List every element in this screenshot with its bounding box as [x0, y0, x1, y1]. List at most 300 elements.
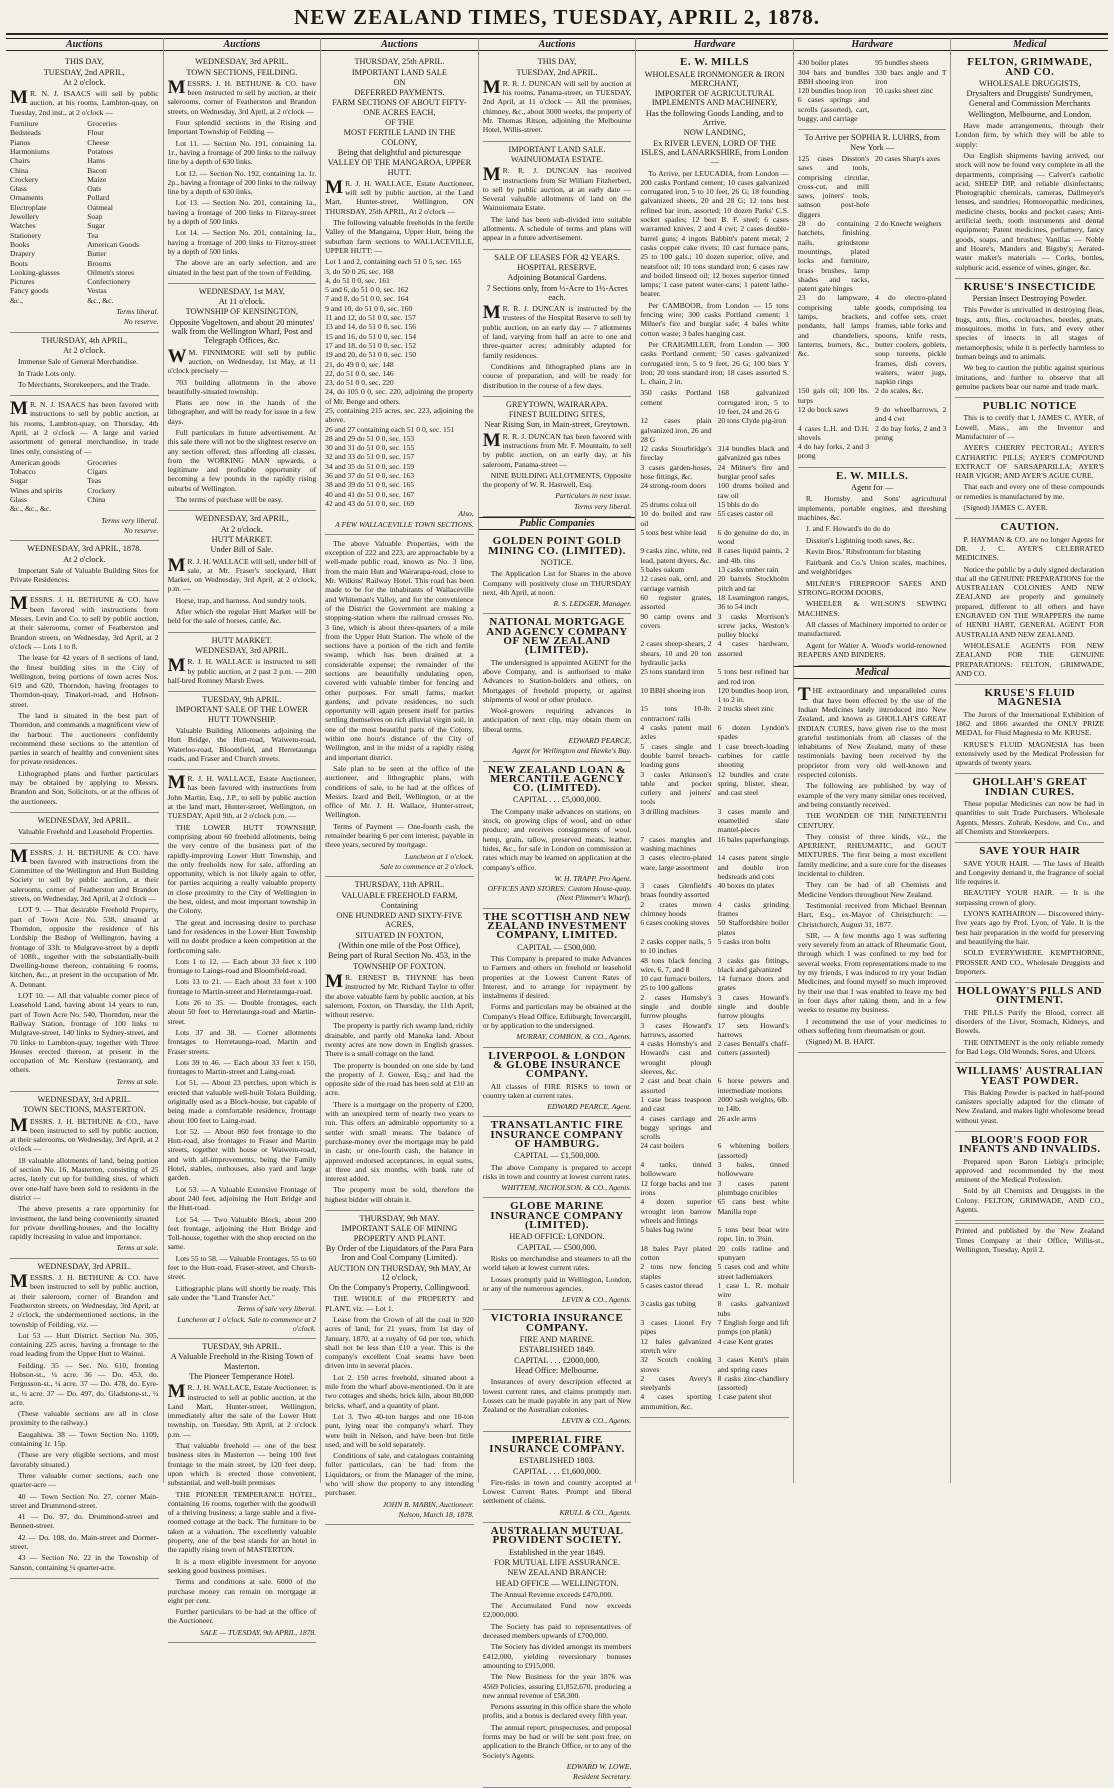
advertisement-heading: Drysalters and Druggists' Sundrymen, [966, 89, 1093, 99]
advertisement [955, 685, 1104, 774]
advertisement-heading: Near Rising Sun, in Main-street, Greytown. [484, 420, 630, 430]
advertisement [483, 614, 632, 761]
goods-list-item: Furniture [10, 119, 39, 129]
advertisement-heading: TUESDAY, 9th APRIL. [202, 1342, 282, 1352]
goods-list-item: 40 boxes tin plates [717, 881, 775, 891]
advertisement-paragraph [955, 413, 1104, 441]
column-7 [951, 38, 1108, 1483]
goods-list-item: Soap [87, 212, 103, 222]
goods-list-item: Bacon [87, 165, 107, 175]
advertisement-heading: WEDNESDAY, 3rd APRIL. [37, 1261, 132, 1271]
goods-list-item: 4 do electro-plated goods, comprising tea and coffee sets, cruet frames, table forks and spoons, knife rests, butter coolers, goblets, soup tureens, pickle frames, dish covers, waiters, water jugs, napkin rings [875, 293, 947, 387]
advertisement-heading: TUESDAY, 2nd APRIL, [43, 67, 125, 77]
goods-list-item: 125 cases Disston's saws and tools, comprising circular, cross-cut, and mill saws, joiners' tools, samson post-hole diggers [797, 153, 870, 219]
goods-list-item: Electroplate [10, 202, 47, 212]
advertisement-signoff: Terms very liberal. [101, 515, 159, 525]
goods-list-item: Vestas [87, 286, 107, 296]
goods-list-item: Sugar [10, 476, 28, 486]
paragraph-text: (These are very eligible sections, and most favorably situated.) [10, 1450, 159, 1469]
goods-list-item: 10 casks sheet zinc [875, 86, 934, 96]
advertisement-heading: Being part of Rural Section No. 453, in the [328, 951, 471, 961]
paragraph-text: Per CRAIGMILLER, from London — 300 casks Portland cement; 50 cases galvanized corrugated iron, 5 to 9 feet, 26 G; 100 bars Y iron; 20 tons standard iron; 18 cases assorted S. L. chain, 2 in. [640, 339, 789, 387]
goods-list-item: Crockery [10, 174, 39, 184]
section-heading: Public Companies [479, 517, 636, 530]
lot-line: 4, do 51 0 0, sec. 161 [325, 275, 390, 285]
paragraph-text: The Society has divided amongst its members £412,000, yielding reversionary bonuses amounting to £915,000. [482, 1642, 632, 1670]
advertisement-paragraph [955, 503, 1104, 512]
paragraph-text: Per CAMBOOR, from London — 15 tons fencing wire; 300 casks Portland cement; 1 Milner's fire and burglar safe; 4 bales white cotton waste; 3 bales hanging cast. [640, 300, 789, 338]
advertisement [798, 468, 947, 666]
paragraph-text: SOLD EVERYWHERE. KEMPTHORNE, PROSSER AND CO., Wholesale Druggists and Importers. [955, 948, 1105, 976]
paragraph-text: The New Business for the year 1876 was 4569 Policies, assuring £1,852,670, producing a new annual revenue of £58,300. [482, 1672, 632, 1700]
advertisement-paragraph [483, 215, 632, 243]
advertisement-paragraph [955, 1186, 1104, 1214]
advertisement-heading: HUTT MARKET. [211, 635, 273, 645]
advertisement [955, 843, 1104, 983]
goods-list-item: Cheese [87, 137, 110, 147]
advertisement-signoff: A FEW WALLACEVILLE TOWN SECTIONS. [335, 519, 474, 529]
advertisement-paragraph [798, 811, 947, 830]
paragraph-text: Valuable Freehold and Leasehold Properties. [18, 827, 155, 837]
advertisement-signoff: EDWARD W. LOWE, [566, 1761, 632, 1771]
advertisement-signoff: W. H. TRAPP, Pro Agent. [554, 873, 632, 883]
goods-list-item: 430 boiler plates [797, 58, 849, 68]
advertisement-paragraph [167, 345, 317, 376]
drop-cap-letter: M [167, 76, 186, 98]
advertisement-title: GOLDEN POINT GOLD MINING CO. (LIMITED). [488, 535, 626, 557]
lot-line: 11 and 12, do 51 0 0, sec. 157 [325, 313, 416, 323]
goods-list-item: 2 do scales, &c. [875, 386, 924, 396]
advertisement-heading: NOW LANDING, [683, 128, 746, 138]
goods-list-item: 3 casks gas tubing [640, 1299, 696, 1309]
lot-line: 25, containing 215 acres, sec. 223, adjoining the above. [325, 405, 474, 425]
paragraph-text: Lot 14. — Section No. 201, containing 1a., having a frontage of 200 links to Fitzroy-street by a depth of 500 links. [167, 228, 317, 256]
advertisement-heading: DEFERRED PAYMENTS. [354, 88, 445, 98]
goods-list-item: 2000 sash weights, 6lb. to 14lb. [717, 1094, 789, 1114]
advertisement-paragraph [10, 595, 159, 651]
goods-list-item: 3 drilling machines [640, 806, 699, 816]
advertisement-title: VICTORIA INSURANCE COMPANY. [490, 1312, 624, 1334]
goods-list-item: 1 case patent shot [717, 1392, 772, 1402]
goods-list-item: 1 case L. R. mohair wire [717, 1280, 789, 1300]
lot-line: 23, do 51 0 0, sec. 220 [325, 378, 394, 388]
goods-list-item: &c., &c., &c. [10, 504, 52, 514]
goods-list-item: &c., &c. [87, 295, 114, 305]
paragraph-text: ESSRS. J. H. BETHUNE & CO. have been instructed to sell by auction, at their salerooms, corner of Featherston and Brandon streets, on Wednesday, 3rd April, at 2 o'clock — [167, 78, 317, 116]
paragraph-text: I recommend the use of your medicines to others suffering from rheumatism or gout. [797, 1016, 947, 1035]
advertisement-heading: At 2 o'clock. [63, 554, 106, 564]
paragraph-text: The terms of purchase will be easy. [175, 495, 283, 505]
advertisement-paragraph [168, 918, 317, 955]
advertisement-heading: (Within one mile of the Post Office), [338, 941, 461, 951]
goods-list-item: Tea [87, 230, 99, 240]
paragraph-text: 42 — Do. 108, do. Main-street and Dormer-street. [10, 1532, 159, 1552]
advertisement-paragraph [955, 535, 1104, 563]
paragraph-text: This Company is prepared to make Advances to Farmers and others on freehold or leasehold properties at the Lowest Current Rates of Interest, and to arrange for repayment by instalments if desired. [482, 953, 632, 1001]
advertisement-paragraph [798, 931, 947, 1015]
advertisement-title: TRANSATLANTIC FIRE INSURANCE COMPANY OF HAMBURG. [490, 1119, 624, 1150]
advertisement-signoff: MURRAY, COMBON, & CO., Agents. [516, 1032, 632, 1042]
advertisement-title: AUSTRALIAN MUTUAL PROVIDENT SOCIETY. [490, 1525, 624, 1547]
lot-line: 38 and 39 do 51 0 0, sec. 165 [325, 480, 415, 490]
paragraph-text: AYER'S CHERRY PECTORAL; AYER'S CATHARTIC PILLS; AYER'S COMPOUND EXTRACT OF SARSAPARILLA; AYER'S HAIR VIGOR; AND AYER'S AGUE CURE. [955, 443, 1105, 481]
goods-list-item: 4 casks grinding frames [717, 899, 789, 919]
goods-list-item: 3 casks Atkinson's table and pocket cutlery and joiners' tools [640, 769, 712, 807]
advertisement-heading: CAPITAL . . . £1,600,000. [513, 1466, 602, 1476]
lot-line: 15 and 16, do 51 0 0, sec. 154 [325, 331, 417, 341]
advertisement-heading: On the Company's Property, Collingwood. [328, 1283, 470, 1293]
paragraph-text: Eaugahiwa. 38 — Town Section No. 1109, containing 1r. 15p. [10, 1429, 159, 1449]
advertisement-paragraph [10, 1273, 159, 1329]
goods-list-item: 4 cases L.H. and D.H. shovels [797, 423, 870, 442]
advertisement-paragraph [10, 1156, 159, 1202]
masthead [6, 5, 1108, 35]
paragraph-text: Lot 53. — A Valuable Extensive Frontage of about 240 feet, adjoining the Hutt Bridge and the Hutt-road. [167, 1184, 317, 1213]
paragraph-text: THE PILLS Purify the Blood, correct all disorders of the Liver, Stomach, Kidneys, and Bowels. [955, 1007, 1105, 1036]
paragraph-text: (These valuable sections are all in close proximity to the railway.) [10, 1409, 159, 1428]
paragraph-text: 40 — Town Section No. 27, corner Main-street and Drummond-street. [10, 1491, 159, 1510]
advertisement-paragraph [325, 1185, 474, 1204]
goods-list-item: Pollard [87, 193, 110, 203]
advertisement-paragraph [168, 1185, 317, 1213]
paragraph-text: There is a mortgage on the property of £200, with an unexpired term of nearly two years to run. This offers an admirable opportunity to a settler with small means. The balance of purchase-money over the mortgage may be paid in cash; or one-fourth cash, the balance in approved endorsed acceptances, in equal sums, at three and six months, with bank rate of interest added. [325, 1099, 474, 1184]
advertisement-paragraph [325, 218, 474, 255]
lot-line: 26 and 27 containing each 51 0 0, sec. 151 [325, 424, 455, 434]
advertisement-paragraph [168, 1490, 317, 1555]
goods-list [798, 154, 947, 461]
goods-list-item: 16 bales paperhangings [717, 834, 789, 844]
paragraph-text: (Signed) M. B. HART. [805, 1037, 875, 1047]
drop-cap-letter: M [167, 772, 186, 794]
advertisement-paragraph [955, 121, 1104, 149]
advertisement-heading: Ex RIVER LEVEN, LORD OF THE ISLES, and LANARKSHIRE, from London — [641, 138, 789, 167]
goods-list-item: 18 bales Payr plated cotton [640, 1243, 712, 1262]
goods-list-item: 5 tons best white lead [640, 527, 707, 537]
advertisement-heading: Established in the year 1849. [508, 1547, 606, 1557]
paragraph-text: WHOLESALE AGENTS FOR NEW ZEALAND FOR THE GENUINE PREPARATIONS: FELTON, GRIMWADE, AND CO. [955, 640, 1105, 678]
advertisement-title: SAVE YOUR HAIR [979, 845, 1081, 858]
goods-list-item: 2 cast and boat chain assorted [640, 1076, 712, 1095]
advertisement-paragraph [168, 1028, 317, 1056]
paragraph-text: Lots 13 to 21. — Each about 33 feet x 100 frontage to Martin-street and Herretaunga-road. [167, 977, 317, 996]
goods-list-item: 120 bundles hoop iron, 1 to 2 in. [717, 685, 789, 705]
goods-list-item: 20 tons Clyde pig-iron [717, 416, 787, 426]
paragraph-text: Losses promptly paid in Wellington, London, or any of the numerous agencies. [482, 1274, 632, 1293]
paragraph-text: All classes of FIRE RISKS to town or country taken at current rates. [482, 1081, 632, 1100]
advertisement-heading: NEW ZEALAND BRANCH: [507, 1568, 607, 1578]
goods-list-item: 5 bales oakum [640, 565, 685, 575]
paragraph-text: Further particulars to be had at the office of the Auctioneer. [167, 1607, 317, 1626]
paragraph-text: The property must be sold, therefore the highest bidder will obtain it. [325, 1185, 474, 1204]
advertisement [168, 511, 317, 632]
advertisement-paragraph [168, 607, 317, 626]
goods-list-item: Groceries [87, 119, 117, 129]
advertisement-paragraph [168, 726, 317, 763]
goods-list-item: 5 cases single and double barrel breach-loading guns [640, 741, 712, 770]
drop-cap-letter: M [167, 655, 186, 677]
advertisement-paragraph [168, 1284, 317, 1303]
drop-cap-letter: M [10, 398, 28, 420]
advertisement-heading: TOWNSHIP OF KENSINGTON, [185, 307, 299, 317]
goods-list-item: 14 furnace doors and grates [717, 974, 789, 993]
paragraph-text: Disston's Lightning tooth saws, &c. [805, 535, 915, 545]
paragraph-text: Lot 53 — Hutt District. Section No. 305, containing 225 acres, having a frontage to the road leading from the Upper Hutt to Wainui. [10, 1330, 159, 1359]
advertisement-heading: HUTT MARKET. [211, 534, 273, 544]
paragraph-text: Lot 2. 150 acres freehold, situated about a mile from the wharf above-mentioned. On it are two cottages and sheds, brick kiln, about 80,000 bricks, wharf, and a quantity of plant. [325, 1372, 474, 1410]
advertisement-heading: TUESDAY, 9th APRIL. [202, 695, 282, 705]
paragraph-text: Lot 51. — About 23 perches, upon which is erected that valuable well-built Tolara Building, originally used as a Block-house, but capable of being made a comfortable residence, frontage about 100 feet to Laing-road. [167, 1078, 317, 1125]
advertisement-heading: THURSDAY, 11th APRIL. [354, 880, 445, 890]
advertisement-paragraph [10, 1450, 159, 1469]
paragraph-text: THE PIONEER TEMPERANCE HOTEL, containing 16 rooms, together with the goodwill of a thriving business; a large stable and a five-roomed cottage at the back. The furniture to be taken at a valuation. The excellently valuable property, one of the best stands for an hotel in the rapidly rising town of MASTERTON. [167, 1489, 317, 1555]
goods-list-item: 12 bales galvanized stretch wire [640, 1336, 712, 1355]
paragraph-text: The Accumulated Fund now exceeds £2,000,000. [482, 1601, 632, 1620]
paragraph-text: Lot 54. — Two Valuable Block, about 200 feet frontage, adjoining the Hutt Bridge and Toll-house, together with the shop erected on the same. [167, 1214, 317, 1252]
goods-list-item: 6 dozen Lyndon's spades [717, 723, 789, 742]
goods-list-item: Stationery [10, 230, 42, 240]
paragraph-text: The above Company is prepared to accept risks in town and country at lowest current rates. [482, 1162, 632, 1181]
paragraph-text: The above Valuable Properties, with the exception of 222 and 223, are approachable by a well-made public road, known as No. 3 line, from the main Hutt and Wairarapa-road, close to Mr. Wilkins' Railway Hotel. This road has been made to be for the inhabitants of Wallaceville and Whiteman's Valley, and for the convenience of the District the Government are making a stopping-station where the railroad crosses No. 3 line, which is about three-quarters of a mile from the Upper Hutt Station. The whole of the sections have a portion of the rich and fertile swamp, which has been drained at a considerable expense; the remainder of the sections are beautifully undulating open, covered with valuable timber for fencing and other purposes. For small farms, market gardens, and private residences, no such opportunity will again present itself for parties settling themselves on rich alluvial virgin soil, in one of the most beautiful parts of the Colony, within one hour's distance of the City of Wellington, and in the midst of a rapidly rising and important district. [325, 538, 474, 762]
column-4 [479, 38, 637, 1782]
advertisement-paragraph [955, 443, 1104, 480]
advertisement-paragraph [168, 1058, 317, 1077]
advertisement-paragraph [168, 118, 317, 137]
goods-list-item: Looking-glasses [10, 267, 60, 277]
advertisement [168, 770, 317, 1339]
lot-line: 17 and 18, do 51 0 0, sec. 152 [325, 340, 417, 350]
advertisement [955, 279, 1104, 398]
advertisement-paragraph [168, 1383, 317, 1439]
paragraph-text: R. N. J. ISAACS will sell by public auction, at his rooms, Lambton-quay, on Tuesday, 2nd inst., at 2 o'clock — [10, 89, 159, 117]
paragraph-text: Sale plan to be seen at the office of the auctioneer, and lithographic plans, with conditions of sale, to be had at the offices of Messrs. Izard and Bell, Wellington, or at the office of Mr. J. H. Wallace, Hunter-street, Wellington. [325, 763, 474, 820]
advertisement-paragraph [798, 832, 947, 878]
drop-cap-letter: M [482, 164, 501, 186]
advertisement [168, 54, 317, 284]
advertisement-paragraph [168, 998, 317, 1026]
paragraph-text: P. HAYMAN & CO. are no longer Agents for DR. J. C. AYER'S CELEBRATED MEDICINES. [955, 534, 1105, 563]
paragraph-text: NINE BUILDING ALLOTMENTS, Opposite the property of W. R. Hastwell, Esq. [482, 470, 632, 490]
advertisement-paragraph [955, 888, 1104, 907]
goods-list-item: 3 cases Lionel Fry pipes [640, 1318, 712, 1337]
goods-list-item: China [10, 165, 29, 175]
advertisement-signoff: Resident Secretary. [572, 1772, 632, 1782]
advertisement-paragraph [798, 901, 947, 929]
advertisement-heading: Head Office: Melbourne. [515, 1365, 599, 1375]
advertisement-paragraph [955, 1038, 1104, 1057]
column-2 [164, 38, 322, 1637]
goods-list-item: 12 cases oak, ornl, and carriage varnish [640, 574, 712, 593]
paragraph-text: ESSRS. J. H. BETHUNE & CO. have been favored with instructions from Messrs. Levin and Co. to sell by public auction, at their salerooms, corner of Featherston and Brandon streets, on Wednesday, 3rd April, at 2 o'clock — Lots 1 to 8. [10, 595, 159, 651]
goods-list-item: 3 casks Morrison's screw jacks, Weston's pulley blocks [717, 611, 789, 640]
paragraph-text: The above are an early selection, and are situated in the best part of the town of Feilding. [167, 258, 317, 277]
lot-line: 7 and 8, do 51 0 0, sec. 164 [325, 294, 409, 304]
paragraph-text: This Powder is unrivalled in destroying fleas, bugs, ants, flies, cockroaches, beetles, gnats, mosquitoes, moths in furs, and every other species of insects in all stages of metamorphosis; while it is perfectly harmless to human beings and to animals. [955, 305, 1105, 361]
advertisement-paragraph [10, 905, 159, 989]
goods-list-item: 18 Leamington ranges, 36 to 54 inch [717, 592, 789, 612]
goods-list-item: 20 barrels Stockholm pitch and tar [717, 574, 789, 593]
goods-list-item: 5 bales bag twine [640, 1225, 694, 1235]
advertisement-heading: WEDNESDAY, 3rd APRIL, 1878. [27, 544, 142, 554]
paragraph-text: Agent for Walter A. Wood's world-renowned REAPERS AND BINDERS. [797, 640, 947, 659]
goods-list-item: 4 dozen superior wrought iron barrow wheels and fittings [640, 1197, 712, 1225]
goods-list-item: 304 bars and bundles BBH shoeing iron [797, 67, 870, 86]
advertisement-heading: FIRE AND MARINE. [519, 1335, 595, 1345]
advertisement-paragraph [325, 1061, 474, 1098]
advertisement-heading: At 2 o'clock. [63, 77, 106, 87]
advertisement [483, 1117, 632, 1198]
paragraph-text: Lot 3. Two 40-ton barges and one 10-ton punt, lying near the company's wharf. They were built in Nelson, and have been but little used, and will be sold separately. [325, 1411, 474, 1449]
advertisement-paragraph [955, 565, 1104, 639]
advertisement-paragraph [10, 89, 159, 117]
column-section-heading: Hardware [794, 38, 951, 51]
advertisement [798, 682, 947, 1053]
goods-list-item: Tobacco [10, 467, 36, 477]
paragraph-text: After which the regular Hutt Market will be held for the sale of horses, cattle, &c. [167, 607, 317, 626]
paragraph-text: THE OINTMENT is the only reliable remedy for Bad Legs, Old Wounds, Sores, and Ulcers. [955, 1037, 1105, 1056]
advertisement-paragraph [483, 569, 632, 597]
goods-list-item: Teas [87, 476, 102, 486]
advertisement-signoff: JOHN R. MABIN, Auctioneer. [382, 1499, 474, 1509]
paragraph-text: ESSRS. J. H. BETHUNE & CO. have been instructed to sell by public auction, at their saleroom, corner of Brandon and Featherston streets, on Wednesday, 3rd April, at 2 o'clock, the undermentioned sections, in the township of Feilding, viz. — [10, 1273, 159, 1329]
paragraph-text: Terms and conditions at sale. 6000 of the purchase money can remain on mortgage at eight per cent. [167, 1577, 317, 1605]
paragraph-text: Forms and particulars may be obtained at the Company's Head Office, Ediiburgh; Invercargill, or by application to the undersigned. [482, 1002, 632, 1031]
advertisement-paragraph [483, 954, 632, 1000]
advertisement [483, 1310, 632, 1431]
goods-list-item: Boots [10, 258, 28, 268]
paragraph-text: Our English shipments having arrived, our stock will now be found very complete in all the departments, comprising — Calvert's carbolic acid, SHEEP DIP, and reliable disinfectants; Photographic chemicals, cameras, Dallmeyer's lenses, and sundries; Homoeopathic medicines, medicine chests, books and pocket cases; Anti-artificial teeth, tooth instruments and dental equipment; Patent medicines, perfumery, fancy goods, soaps, and brushes; Vanillas — Noble and Hoare's, Manders and Bigsby's; Aerated-water maker's materials — Corks, bottles, sulphuric acid, essence of wines, ginger, &c. [955, 150, 1105, 272]
lot-line: 40 and 41 do 51 0 0, sec. 167 [325, 489, 415, 499]
goods-list-item: 24 cast boilers [640, 1141, 685, 1151]
advertisement-heading: NOTICE. [540, 557, 574, 567]
paragraph-text: The Annual Revenue exceeds £470,000. [490, 1589, 614, 1599]
advertisement-title: NATIONAL MORTGAGE AND AGENCY COMPANY OF NEW ZEALAND (LIMITED). [486, 616, 628, 657]
goods-list-item: 17 sets Howard's harrows [717, 1020, 789, 1039]
goods-list-item: 95 bundles sheets [875, 58, 929, 68]
advertisement-paragraph [483, 1082, 632, 1101]
advertisement-heading: ESTABLISHED 1849. [519, 1345, 595, 1355]
advertisement-paragraph [10, 400, 159, 456]
advertisement-heading: HOSPITAL RESERVE. [517, 262, 597, 272]
advertisement-paragraph [325, 539, 474, 762]
paragraph-text: The land is situated in the best part of Thorndon, and commands a magnificent view of the harbour. The auctioneers confidently recommend these sections to the attention of parties in search of healthy and convenient sites for private residences. [10, 711, 159, 767]
advertisement-paragraph [955, 1088, 1104, 1125]
goods-list-item: Cigars [87, 467, 108, 477]
goods-list-item: 4 casks patent mail axles [640, 723, 712, 742]
advertisement-title: NEW ZEALAND LOAN & MERCANTILE AGENCY CO. (LIMITED). [487, 763, 627, 795]
paragraph-text: BEAUTIFY YOUR HAIR. — It is the surpassing crown of glory. [955, 888, 1105, 907]
goods-list-item: &c., [10, 295, 24, 305]
advertisement [955, 54, 1104, 279]
advertisement-paragraph [168, 198, 317, 226]
advertisement-paragraph [482, 76, 632, 135]
column-section-heading: Medical [951, 38, 1108, 51]
goods-list-item: Maize [87, 174, 107, 184]
advertisement-paragraph [798, 620, 947, 639]
goods-list-item: Sugar [87, 221, 105, 231]
goods-list-item: 330 bars angle and T iron [875, 67, 947, 86]
advertisement [168, 284, 317, 512]
goods-list-item: Books [10, 239, 30, 249]
paragraph-text: THE WONDER OF THE NINETEENTH CENTURY. [797, 811, 947, 830]
goods-list-item: 20 coils ratline and spunyarn [717, 1243, 789, 1262]
footer-divider [955, 1223, 1104, 1224]
advertisement-paragraph [640, 169, 789, 299]
column-section-heading: Auctions [164, 38, 321, 51]
drop-cap-letter: M [10, 845, 28, 867]
advertisement-paragraph [483, 1702, 632, 1721]
goods-list [640, 388, 789, 1411]
advertisement-paragraph [483, 362, 632, 390]
paragraph-text: R. R. J. DUNCAN has been favored with instructions from Mr. F. Mountain, to sell by public auction, on an early day, at his saleroom, Panama-street — [482, 431, 632, 469]
goods-list-item: 13 casks umber rain [717, 565, 779, 575]
goods-list-item: 3 cases electro-plated ware, large assortment [640, 853, 712, 872]
advertisement-paragraph [325, 1294, 474, 1313]
goods-list-item: Glass [10, 495, 27, 505]
paragraph-text: They can be had of all Chemists and Medicine Vendors throughout New Zealand. [797, 880, 947, 899]
advertisement-heading: IMPORTANT SALE OF THE LOWER HUTT TOWNSHIP. [175, 705, 308, 724]
goods-list-item: 25 tons standard iron [640, 667, 705, 677]
paragraph-text: The property is bounded on one side by land the property of J. Gower, Esq.; and had the opposite side of the road has been sold at £10 an acre. [325, 1060, 474, 1098]
advertisement-heading: CAPITAL — £1,500,000. [514, 1151, 600, 1161]
advertisement-signoff: Terms liberal. [116, 307, 159, 317]
paragraph-text: Notice the public by a duly signed declaration that all the GENUINE PREPARATIONS for the AUSTRALIAN COLONIES AND NEW ZEALAND are properly and genuinely prepared, different to all others and have ENGRAVED ON THE WRAPPERS the name of HENRI HART, GENERAL AGENT FOR AUSTRALIA AND NEW ZEALAND. [955, 564, 1105, 639]
advertisement-signoff: Luncheon at 1 o'clock. Sale to commence at 2 o'clock. [177, 1314, 317, 1333]
paragraph-text: The Society has paid to representatives of deceased members upwards of £700,000. [482, 1621, 632, 1641]
advertisement-heading: Persian Insect Destroying Powder. [972, 294, 1087, 304]
goods-list-item: 12 casks Stourbridge's fireclay [640, 444, 712, 463]
goods-list-item: 12 bundles and crate spring, blister, shear, and cast steel [717, 769, 789, 798]
goods-list-item: 2 do hay forks, 2 and 3 prong [875, 423, 947, 442]
paragraph-text: Risks on merchandise and steamers to all the world taken at lowest current rates. [482, 1253, 632, 1273]
paragraph-text: Four splendid sections in the Rising and Important Township of Feilding — [167, 118, 317, 137]
paragraph-text: Plans are now in the hands of the lithographer, and will be ready for issue in a few days. [167, 398, 317, 426]
paragraph-text: HE extraordinary and unparalleled cures that have been effected by the use of the Indian Medicines lately introduced into New Zealand, and known as GHOLLAH'S GREAT INDIAN CURES, have given rise to the most grateful testimonials from all classes of the inhabitants of New Zealand, many of these testimonials having been received by the proprietor from very old well-known and respected colonists. [797, 686, 947, 780]
goods-list-item: 1 case brass teaspoon and cast [640, 1094, 712, 1114]
paragraph-text: Kevin Bros.' Ribsfrontum for blasting [805, 546, 921, 556]
advertisement [325, 1211, 474, 1525]
advertisement-paragraph [325, 822, 474, 850]
advertisement [483, 1198, 632, 1310]
paragraph-text: R. R. J. DUNCAN has received instructions from Sir William Fitzherbert, to sell by public auction, at an early date — Several valuable allotments of land on the Wainuiomata Estate. [482, 166, 632, 213]
paragraph-text: LYON'S KATHAIRON — Discovered thirty-five years ago by Prof. Lyon, of Yale. It is the best hair preparation in the world for preserving and beautifying the hair. [955, 909, 1105, 946]
goods-list-item: 10 do boiled and raw oil [640, 509, 712, 528]
advertisement [10, 591, 159, 813]
goods-list-item: 23 do lampware, comprising table lamps, brackets, pendants, hall lamps and chandeliers, lanterns, burners, &c., &c. [797, 293, 870, 359]
advertisement-paragraph [168, 657, 317, 685]
advertisement-paragraph [325, 1100, 474, 1184]
advertisement [325, 535, 474, 877]
advertisement-paragraph [10, 845, 159, 904]
goods-list-item: Ornaments [10, 193, 44, 203]
advertisement-heading: TOWN SECTIONS, FEILDING. [186, 67, 298, 77]
advertisement-paragraph [798, 641, 947, 660]
lot-line: 13 and 14, do 51 0 0, sec. 156 [325, 322, 417, 332]
advertisement-heading: Being that delightful and picturesque [337, 147, 461, 157]
advertisement-signoff: Luncheon at 1 o'clock. [405, 851, 474, 861]
advertisement-heading: WEDNESDAY, 3rd APRIL, [195, 514, 289, 524]
paragraph-text: That each and every one of these compounds or remedies is manufactured by me. [955, 482, 1105, 501]
goods-list-item: 8 casks zinc-chandlery (assorted) [717, 1373, 789, 1393]
column-section-heading: Auctions [321, 38, 478, 51]
goods-list-item: 2 cases Bentall's chaff-cutters (assorted) [717, 1039, 789, 1058]
advertisement-paragraph [325, 764, 474, 820]
advertisement-title: LIVERPOOL & LONDON & GLOBE INSURANCE COMPANY. [488, 1049, 626, 1081]
advertisement-signoff: R. S. LEDGER, Manager. [553, 599, 632, 609]
advertisement-heading: FOR MUTUAL LIFE ASSURANCE. [494, 1557, 621, 1567]
goods-list-item: 14 cases patent single and double iron bedsteads and cots [717, 853, 789, 881]
advertisement-signoff: EDWARD PEARCE, Agent. [547, 1102, 632, 1112]
goods-list-item: 8 casks galvanized tubs [717, 1299, 789, 1318]
